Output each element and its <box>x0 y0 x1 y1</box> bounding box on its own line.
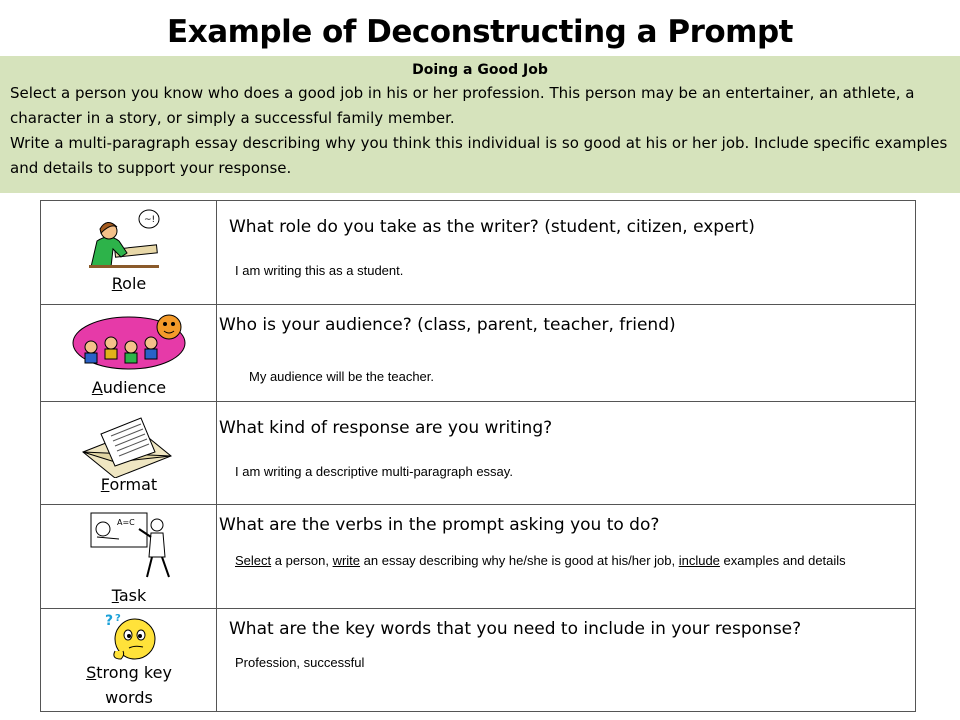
question-task: What are the verbs in the prompt asking you to do? <box>219 515 660 535</box>
table-row-strong-key-words <box>41 609 915 711</box>
question-strong-key-words: What are the key words that you need to include in your response? <box>229 619 802 639</box>
strong-key-words-cell <box>41 609 217 711</box>
prompt-paragraph-1: Select a person you know who does a good job in his or her profession. This person may be an entertainer, an athlete, a character in a story, or simply a successful family member. <box>10 84 915 127</box>
answer-format: I am writing a descriptive multi-paragraph essay. <box>235 464 513 479</box>
answer-strong-key-words: Profession, successful <box>235 655 365 670</box>
label-audience: Audience <box>91 378 167 397</box>
answer-task: Select a person, write an essay describing why he/she is good at his/her job, include examples and details <box>235 553 846 568</box>
answer-role: I am writing this as a student. <box>235 263 404 278</box>
task-cell <box>41 505 217 608</box>
table-row-format <box>41 402 915 505</box>
table-row-task <box>41 505 915 609</box>
question-audience: Who is your audience? (class, parent, teacher, friend) <box>219 315 676 335</box>
teacher-board-icon <box>89 509 179 579</box>
classroom-audience-icon <box>71 309 187 371</box>
role-cell <box>41 201 217 304</box>
student-writing-icon <box>87 207 161 269</box>
prompt-heading: Doing a Good Job <box>412 62 548 78</box>
svg-text:?: ? <box>105 613 114 629</box>
svg-text:?: ? <box>115 613 121 624</box>
raft-table <box>40 200 916 712</box>
label-task: Task <box>111 586 147 605</box>
prompt-paragraph-2: Write a multi-paragraph essay describing why you think this individual is so good at his or her job. Include specific examples and details to support your response. <box>10 134 948 177</box>
letter-envelope-icon <box>79 416 175 478</box>
label-strong-key-words: Strong key words <box>86 663 172 707</box>
page-title: Example of Deconstructing a Prompt <box>167 14 793 50</box>
format-cell <box>41 402 217 504</box>
prompt-box <box>0 56 960 193</box>
answer-audience: My audience will be the teacher. <box>249 369 434 384</box>
table-row-audience <box>41 305 915 402</box>
svg-text:~!: ~! <box>144 215 156 225</box>
question-format: What kind of response are you writing? <box>219 418 553 438</box>
label-format: Format <box>100 475 158 494</box>
thinking-face-icon <box>103 611 163 663</box>
svg-text:A=C: A=C <box>117 518 135 527</box>
table-row-role <box>41 201 915 305</box>
question-role: What role do you take as the writer? (student, citizen, expert) <box>229 217 755 237</box>
audience-cell <box>41 305 217 401</box>
label-role: Role <box>111 274 147 293</box>
